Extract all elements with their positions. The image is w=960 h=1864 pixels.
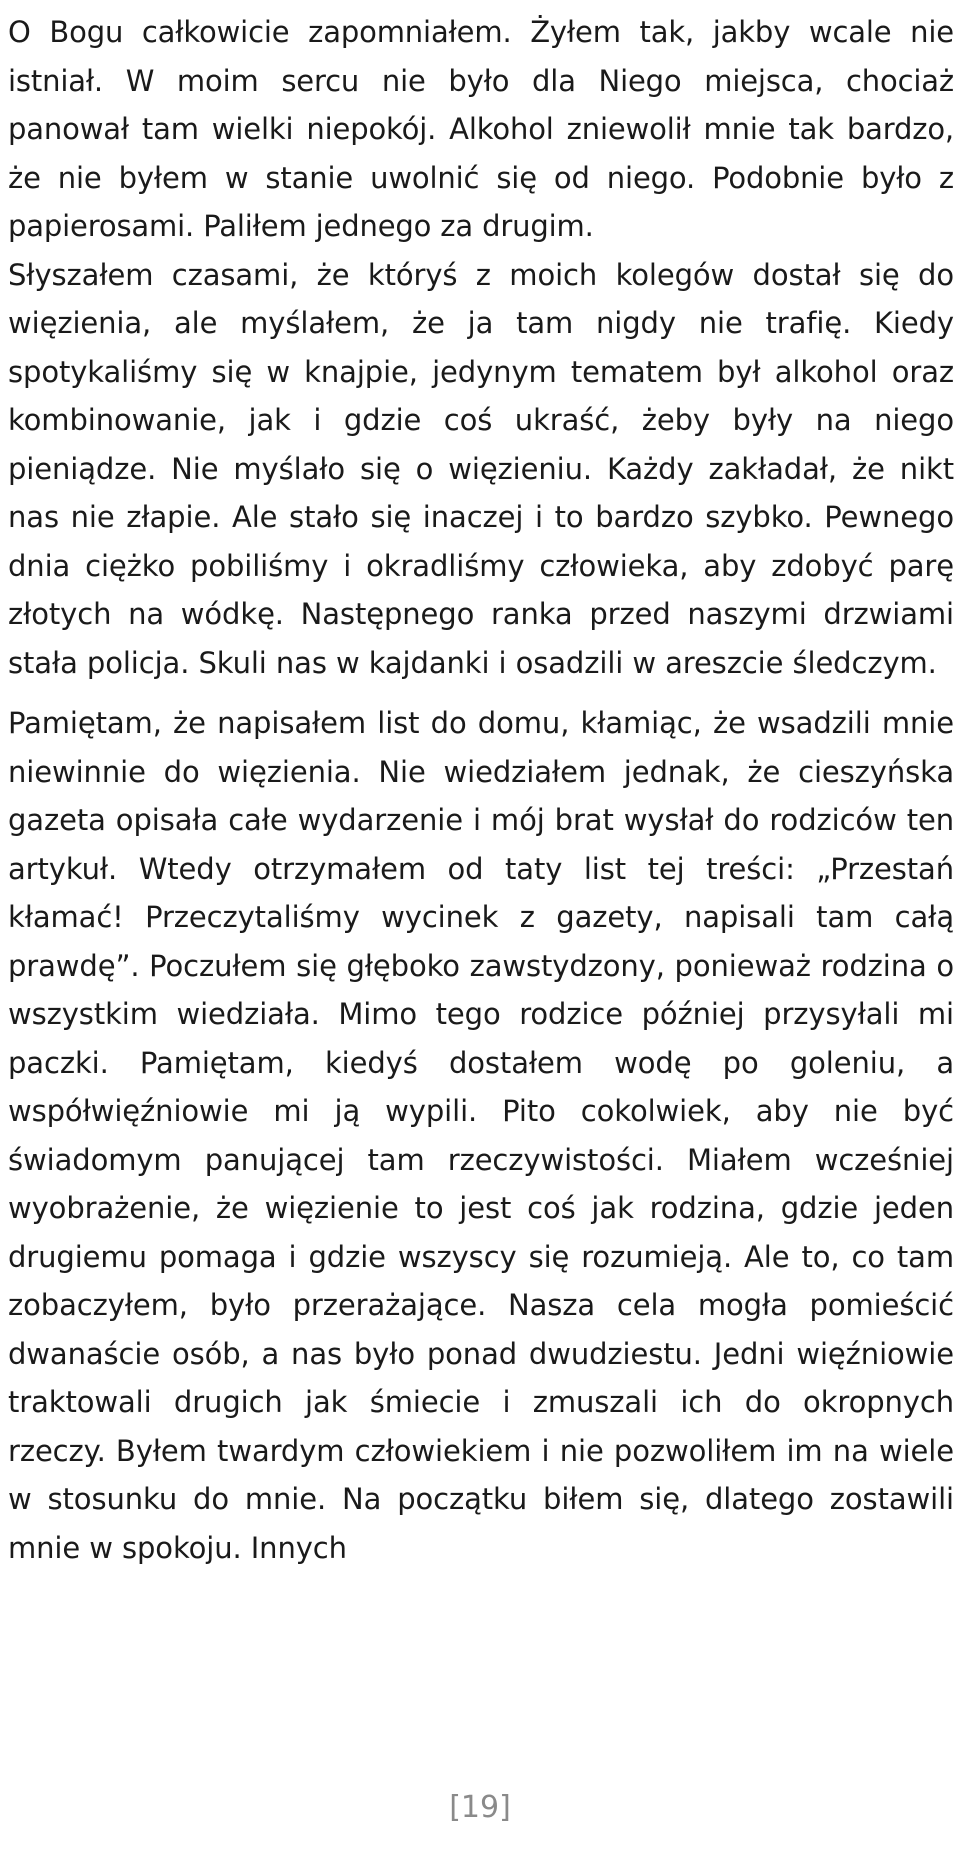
paragraph-2: Słyszałem czasami, że któryś z moich kolegów dostał się do więzienia, ale myślałem, że ja tam nigdy nie trafię. Kiedy spotykaliśmy się w knajpie, jedynym tematem był alkohol oraz kombinowanie, jak i gdzie coś ukraść, żeby były na niego pieniądze. Nie myślało się o więzieniu. Każdy zakładał, że nikt nas nie złapie. Ale stało się inaczej i to bardzo szybko. Pewnego dnia ciężko pobiliśmy i okradliśmy człowieka, aby zdobyć parę złotych na wódkę. Następnego ranka przed naszymi drzwiami stała policja. Skuli nas w kajdanki i osadzili w areszcie śledczym.: [8, 257, 954, 680]
paragraph-3: Pamiętam, że napisałem list do domu, kłamiąc, że wsadzili mnie niewinnie do więzienia. Nie wiedziałem jednak, że cieszyńska gazeta opisała całe wydarzenie i mój brat wysłał do rodziców ten artykuł. Wtedy otrzymałem od taty list tej treści: „Przestań kłamać! Przeczytaliśmy wycinek z gazety, napisali tam całą prawdę”. Poczułem się głęboko zawstydzony, ponieważ rodzina o wszystkim wiedziała. Mimo tego rodzice później przysyłali mi paczki. Pamiętam, kiedyś dostałem wodę po goleniu, a współwięźniowie mi ją wypili. Pito cokolwiek, aby nie być świadomym panującej tam rzeczywistości. Miałem wcześniej wyobrażenie, że więzienie to jest coś jak rodzina, gdzie jeden drugiemu pomaga i gdzie wszyscy się rozumieją. Ale to, co tam zobaczyłem, było przerażające. Nasza cela mogła pomieścić dwanaście osób, a nas było ponad dwudziestu. Jedni więźniowie traktowali drugich jak śmiecie i zmuszali ich do okropnych rzeczy. Byłem twardym człowiekiem i nie pozwoliłem im na wiele w stosunku do mnie. Na początku biłem się, dlatego zostawili mnie w spokoju. Innych: [8, 706, 954, 1565]
paragraph-1: O Bogu całkowicie zapomniałem. Żyłem tak, jakby wcale nie istniał. W moim sercu nie było dla Niego miejsca, chociaż panował tam wielki niepokój. Alkohol zniewolił mnie tak bardzo, że nie byłem w stanie uwolnić się od niego. Podobnie było z papierosami. Paliłem jednego za drugim.: [8, 15, 954, 243]
page-number: [19]: [449, 1790, 511, 1825]
